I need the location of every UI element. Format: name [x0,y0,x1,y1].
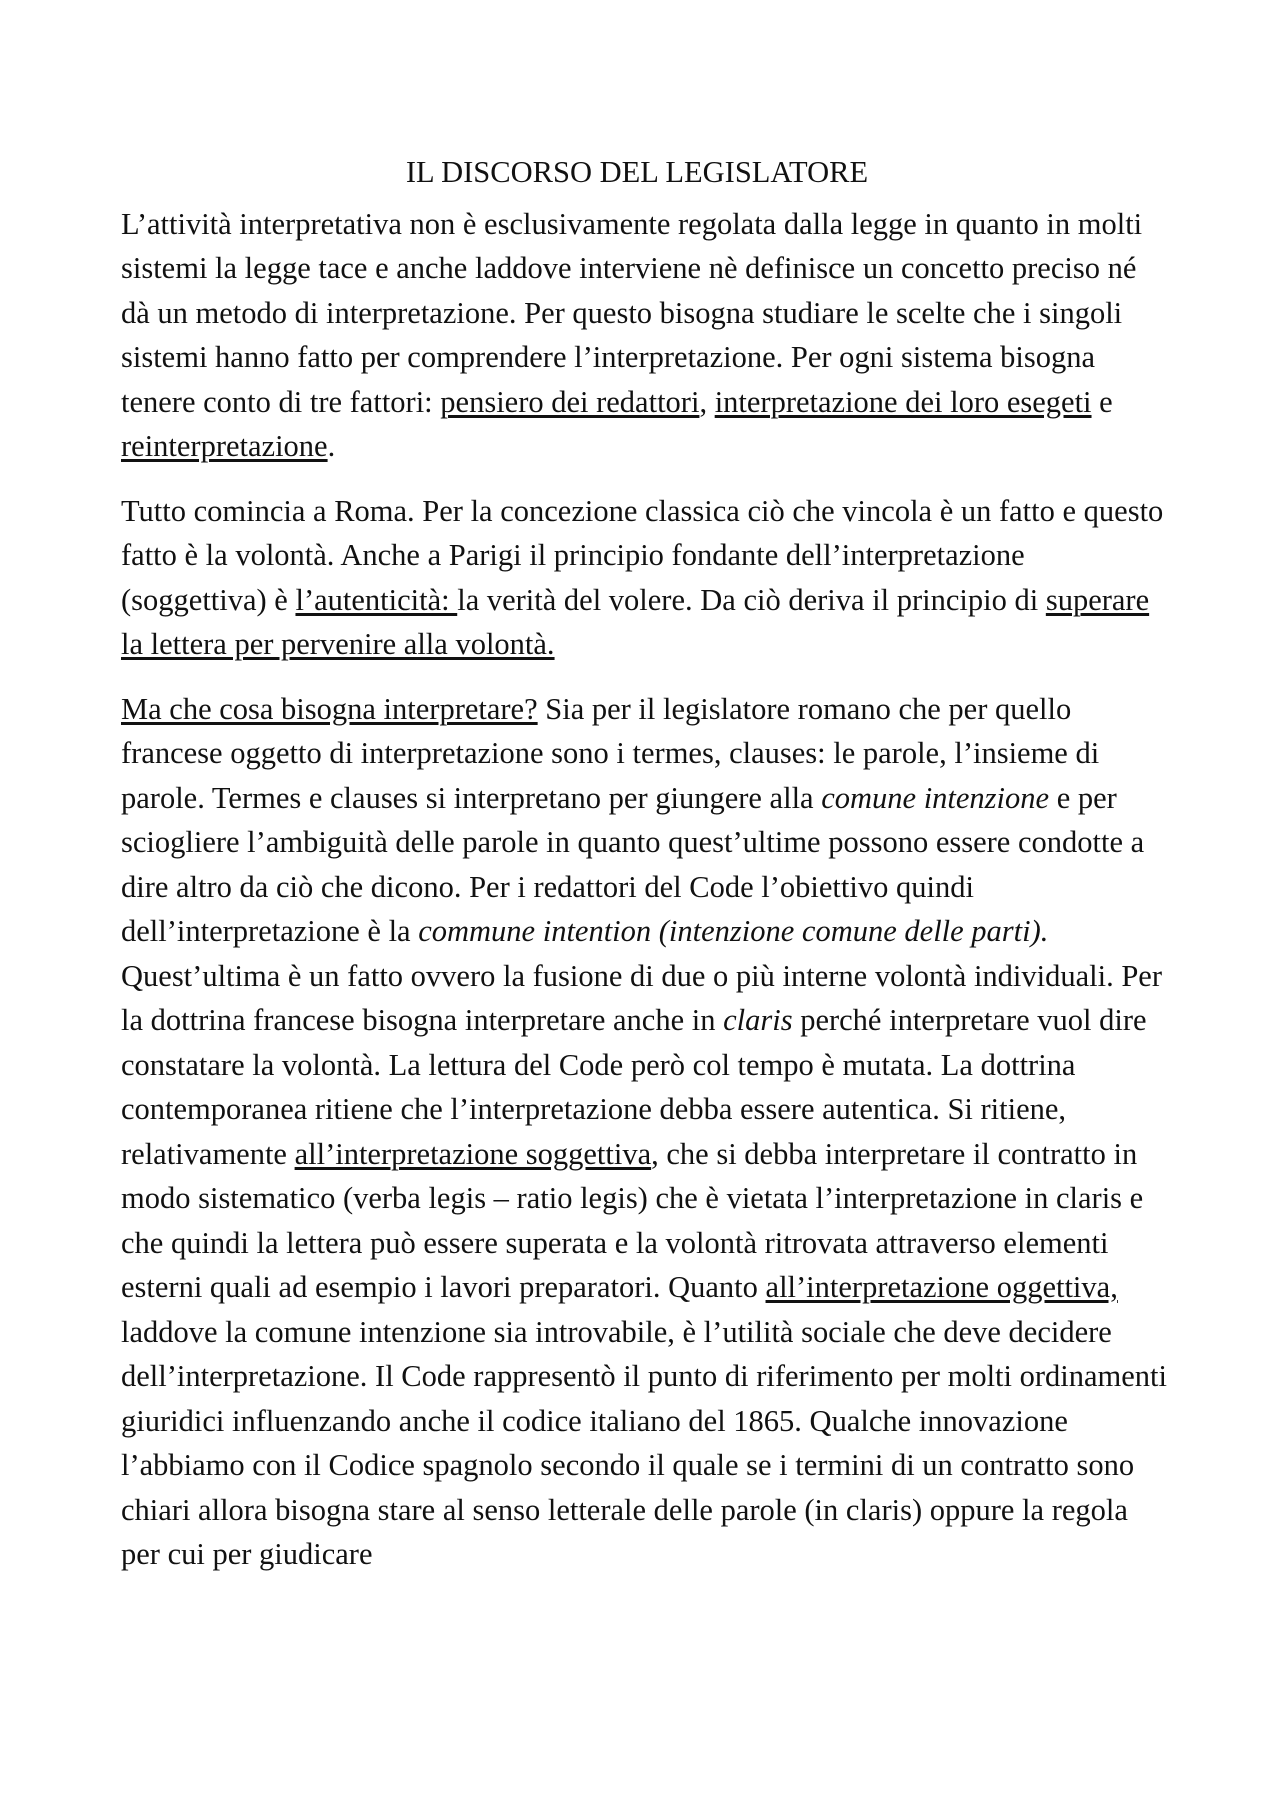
underlined-term: interpretazione dei loro esegeti [714,384,1092,419]
text-run: Sia per il legislatore romano che per quello francese oggetto di interpretazione sono i termes, clauses: le parole, l’insieme di parole. Termes e clauses si interpretano per giungere alla [121,691,1100,815]
paragraph-intro [121,202,1171,469]
paragraph-what-to-interpret [121,687,1171,1577]
text-run: e per sciogliere l’ambiguità delle parole in quanto quest’ultime possono essere condotte a dire altro da ciò che dicono. Per i redattori del Code l’obiettivo quindi dell’interpretazione è la [121,780,1145,948]
text-run: perché interpretare vuol dire constatare la volontà. La lettura del Code però col tempo è mutata. La dottrina contemporanea ritiene che l’interpretazione debba essere autentica. Si ritiene, relativamente [121,1003,1147,1171]
underlined-term: pensiero dei redattori [440,384,700,419]
italic-term: comune intenzione [821,780,1050,815]
text-run: e [1091,384,1113,419]
text-run: , che si debba interpretare il contratto in modo sistematico (verba legis – ratio legis) che è vietata l’interpretazione in claris e che quindi la lettera può essere superata e la volontà ritrovata attraverso elementi esterni quali ad esempio i lavori preparatori. Quanto [121,1136,1144,1304]
underlined-term: reinterpretazione [121,429,328,463]
text-run: L’attività interpretativa non è esclusivamente regolata dalla legge in quanto in molti sistemi la legge tace e anche laddove interviene nè definisce un concetto preciso né dà un metodo di interpretazione. Per questo bisogna studiare le scelte che i singoli sistemi hanno fatto per comprendere l’interpretazione. Per ogni sistema bisogna tenere conto di tre fattori: [121,206,1143,419]
underlined-term: Ma che cosa bisogna interpretare? [121,691,538,726]
text-run: Tutto comincia a Roma. Per la concezione classica ciò che vincola è un fatto e questo fatto è la volontà. Anche a Parigi il principio fondante dell’interpretazione (soggettiva) è [121,493,1164,617]
text-run: laddove la comune intenzione sia introvabile, è l’utilità sociale che deve decidere dell’interpretazione. Il Code rappresentò il punto di riferimento per molti ordinamenti giuridici influenzando anche il codice italiano del 1865. Qualche innovazione l’abbiamo con il Codice spagnolo secondo il quale se i termini di un contratto sono chiari allora bisogna stare al senso letterale delle parole (in claris) oppure la regola per cui per giudicare [121,1314,1167,1571]
italic-term: commune intention (intenzione comune delle parti). [418,914,1049,948]
text-run: la verità del volere. Da ciò deriva il principio di [457,582,1046,617]
underlined-term: superare la lettera per pervenire alla volontà. [121,582,1150,661]
paragraph-rome [121,489,1171,667]
document-page [121,150,1171,1597]
underlined-term: l’autenticità: [295,582,458,617]
document-title: IL DISCORSO DEL LEGISLATORE [405,155,869,189]
underlined-term: all’interpretazione oggettiva, [765,1270,1118,1304]
italic-term: claris [723,1003,793,1037]
text-run: Quest’ultima è un fatto ovvero la fusione di due o più interne volontà individuali. Per la dottrina francese bisogna interpretare anche in [121,958,1163,1037]
text-run: , [699,384,715,419]
text-run: . [327,429,336,463]
underlined-term: all’interpretazione soggettiva [294,1136,652,1171]
